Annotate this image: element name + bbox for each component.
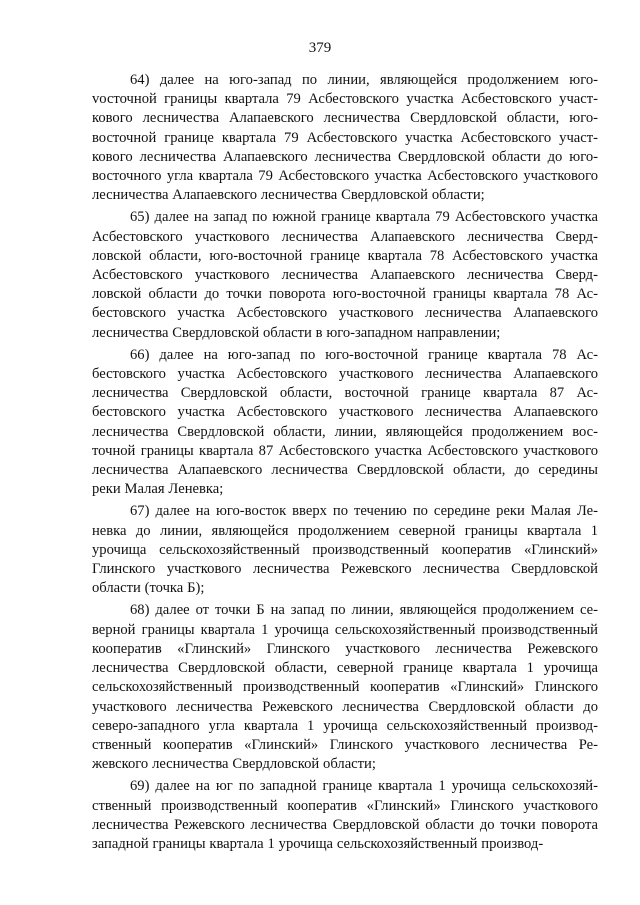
paragraph-66: 66) далее на юго-запад по юго-восточной границе квартала 78 Асбестовского участка Асбестовского участкового лесничества Алапаевского лесничества Свердловской области, восточной границе квартала 87 Асбестовского участка Асбестовского участкового лесничества Алапаевского лесничества Свердловской области, линии, являющейся продолжением восточной границы квартала 87 Асбестовского участка Асбестовского участкового лесничества Алапаевского лесничества Свердловской области, до середины реки Малая Леневка; — [92, 346, 598, 498]
paragraph-65: 65) далее на запад по южной границе квартала 79 Асбестовского участка Асбестовского участкового лесничества Алапаевского лесничества Свердловской области, юго-восточной границе квартала 78 Асбестовского участка Асбестовского участкового лесничества Алапаевского лесничества Свердловской области до точки поворота юго-восточной границы квартала 78 Асбестовского участка Асбестовского участкового лесничества Алапаевского лесничества Свердловской области в юго-западном направлении; — [92, 209, 598, 341]
paragraph-64: 64) далее на юго-запад по линии, являющейся продолжением югоvосточной границы квартала 79 Асбестовского участка Асбестовского участкового лесничества Алапаевского лесничества Свердловской области, юговосточной границе квартала 79 Асбестовского участка Асбестовского участкового лесничества Алапаевского лесничества Свердловской области до юговосточного угла квартала 79 Асбестовского участка Асбестовского участкового лесничества Алапаевского лесничества Свердловской области; — [92, 72, 598, 204]
paragraph-68: 68) далее от точки Б на запад по линии, являющейся продолжением северной границы квартала 1 урочища сельскохозяйственный производственный кооператив «Глинский» Глинского участкового лесничества Режевского лесничества Свердловской области, северной границе квартала 1 урочища сельскохозяйственный производственный кооператив «Глинский» Глинского участкового лесничества Режевского лесничества Свердловской области до северо-западного угла квартала 1 урочища сельскохозяйственный производственный кооператив «Глинский» Глинского участкового лесничества Режевского лесничества Свердловской области; — [92, 602, 598, 773]
page-number: 379 — [308, 40, 332, 56]
paragraph-69: 69) далее на юг по западной границе квартала 1 урочища сельскохозяйственный производственный кооператив «Глинский» Глинского участкового лесничества Режевского лесничества Свердловской области до точки поворота западной границы квартала 1 урочища сельскохозяйственный производ- — [92, 778, 598, 852]
document-body — [92, 71, 598, 857]
paragraph-67: 67) далее на юго-восток вверх по течению по середине реки Малая Леневка до линии, являющейся продолжением северной границы квартала 1 урочища сельскохозяйственный производственный кооператив «Глинский» Глинского участкового лесничества Режевского лесничества Свердловской области (точка Б); — [92, 503, 598, 597]
